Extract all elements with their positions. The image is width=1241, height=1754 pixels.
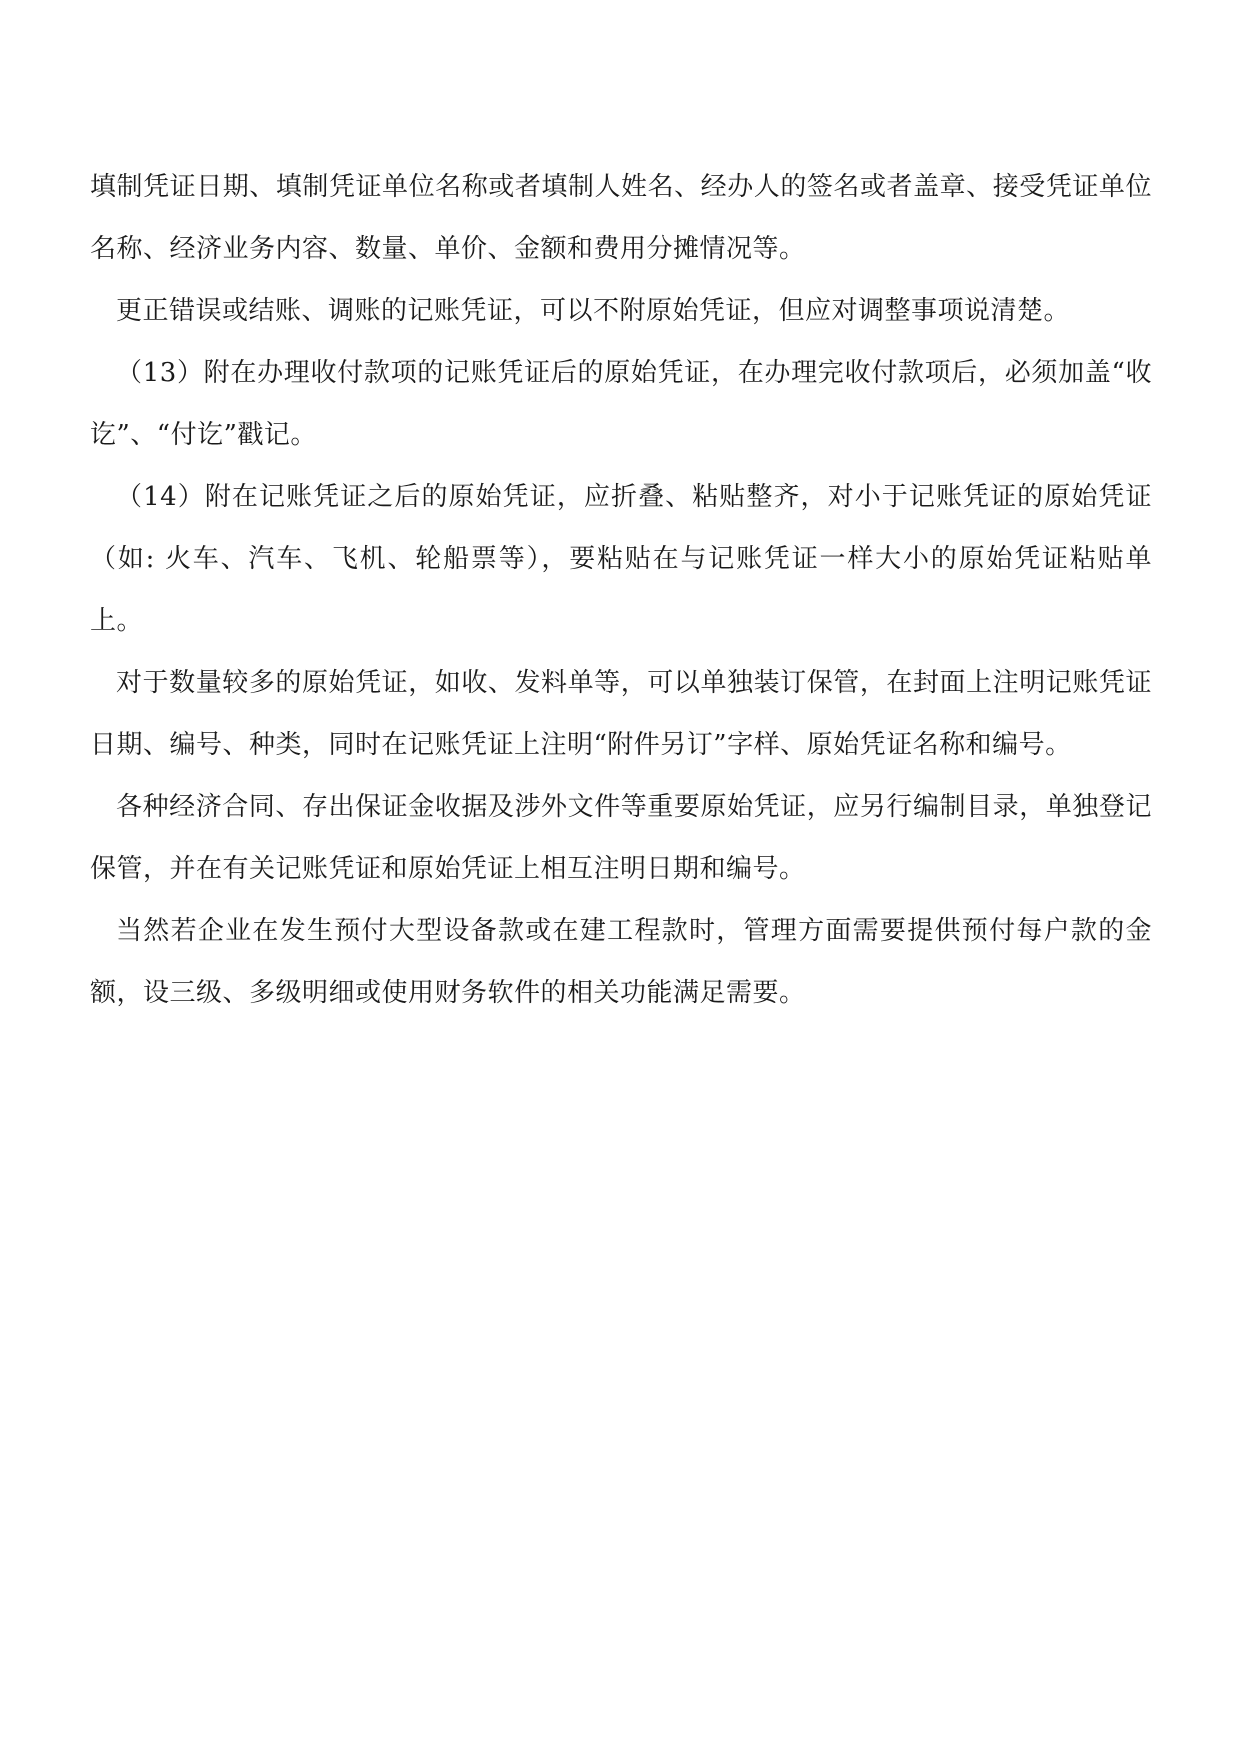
paragraph-bulk-vouchers: 对于数量较多的原始凭证，如收、发料单等，可以单独装订保管，在封面上注明记账凭证日期、编号、种类，同时在记账凭证上注明“附件另订”字样、原始凭证名称和编号。	[90, 668, 1152, 760]
paragraph-voucher-contents: 填制凭证日期、填制凭证单位名称或者填制人姓名、经办人的签名或者盖章、接受凭证单位名称、经济业务内容、数量、单价、金额和费用分摊情况等。	[90, 172, 1152, 264]
paragraph-correction-vouchers: 更正错误或结账、调账的记账凭证，可以不附原始凭证，但应对调整事项说清楚。	[116, 296, 1071, 326]
paragraph-item-14: （14）附在记账凭证之后的原始凭证，应折叠、粘贴整齐，对小于记账凭证的原始凭证（如: 火车、汽车、飞机、轮船票等），要粘贴在与记账凭证一样大小的原始凭证粘贴单上。	[90, 482, 1152, 636]
paragraph-prepayment: 当然若企业在发生预付大型设备款或在建工程款时，管理方面需要提供预付每户款的金额，设三级、多级明细或使用财务软件的相关功能满足需要。	[90, 916, 1152, 1008]
paragraph-important-vouchers: 各种经济合同、存出保证金收据及涉外文件等重要原始凭证，应另行编制目录，单独登记保管，并在有关记账凭证和原始凭证上相互注明日期和编号。	[90, 792, 1152, 884]
document-body	[90, 156, 1152, 1024]
paragraph-item-13: （13）附在办理收付款项的记账凭证后的原始凭证，在办理完收付款项后，必须加盖“收讫”、“付讫”戳记。	[90, 358, 1152, 450]
